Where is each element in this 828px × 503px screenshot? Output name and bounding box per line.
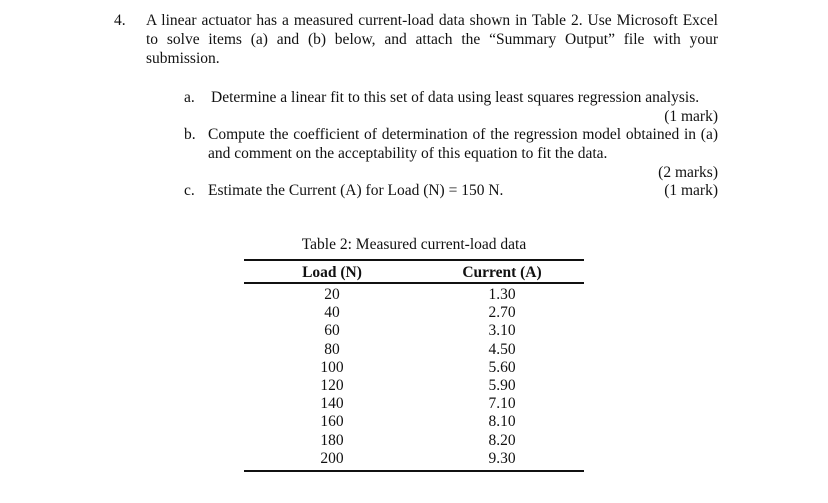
cell-load: 120 [320,376,344,394]
item-marks: (2 marks) [658,164,718,181]
cell-load: 200 [320,449,344,467]
cell-current: 2.70 [488,304,516,322]
cell-current: 8.10 [488,413,516,431]
item-label: a. [184,89,195,106]
table-row [244,322,584,340]
cell-current: 9.30 [488,449,516,467]
item-text: Estimate the Current (A) for Load (N) = 150 N. [208,182,504,199]
table-caption: Table 2: Measured current-load data [301,236,527,253]
item-marks: (1 mark) [664,108,718,125]
item-label: c. [184,182,195,199]
table-row [244,450,584,468]
item-marks: (1 mark) [664,182,718,199]
table-row [244,377,584,395]
table-header-row [244,261,584,282]
question-text: A linear actuator has a measured current-load data shown in Table 2. Use Microsoft Excel to solve items (a) and (b) below, and attach the “Summary Output” file with your submission. [146,12,718,67]
cell-load: 20 [324,286,340,303]
cell-current: 5.90 [488,376,516,394]
table-row [244,359,584,377]
data-table [244,259,584,472]
cell-load: 180 [320,431,344,449]
table-row [244,286,584,304]
cell-current: 1.30 [488,286,516,303]
cell-load: 40 [324,304,340,322]
column-header-current: Current (A) [462,264,542,281]
table-row [244,432,584,450]
table-row [244,413,584,431]
item-text: Compute the coefficient of determination of the regression model obtained in (a) and comment on the acceptability of this equation to fit the data. [208,126,718,162]
cell-load: 80 [324,340,340,358]
cell-load: 160 [320,413,344,431]
cell-current: 8.20 [488,431,516,449]
table-bottom-rule [244,470,584,472]
cell-current: 5.60 [488,358,516,376]
cell-current: 7.10 [488,395,516,413]
cell-current: 3.10 [488,322,516,340]
column-header-load: Load (N) [302,264,362,281]
question-number: 4. [114,12,126,29]
cell-load: 100 [320,358,344,376]
item-text: Determine a linear fit to this set of data using least squares regression analysis. [211,89,700,106]
table-row [244,341,584,359]
cell-load: 140 [320,395,344,413]
table-row [244,304,584,322]
cell-current: 4.50 [488,340,516,358]
cell-load: 60 [324,322,340,340]
item-label: b. [184,126,196,143]
table-row [244,395,584,413]
table-body [244,284,584,470]
